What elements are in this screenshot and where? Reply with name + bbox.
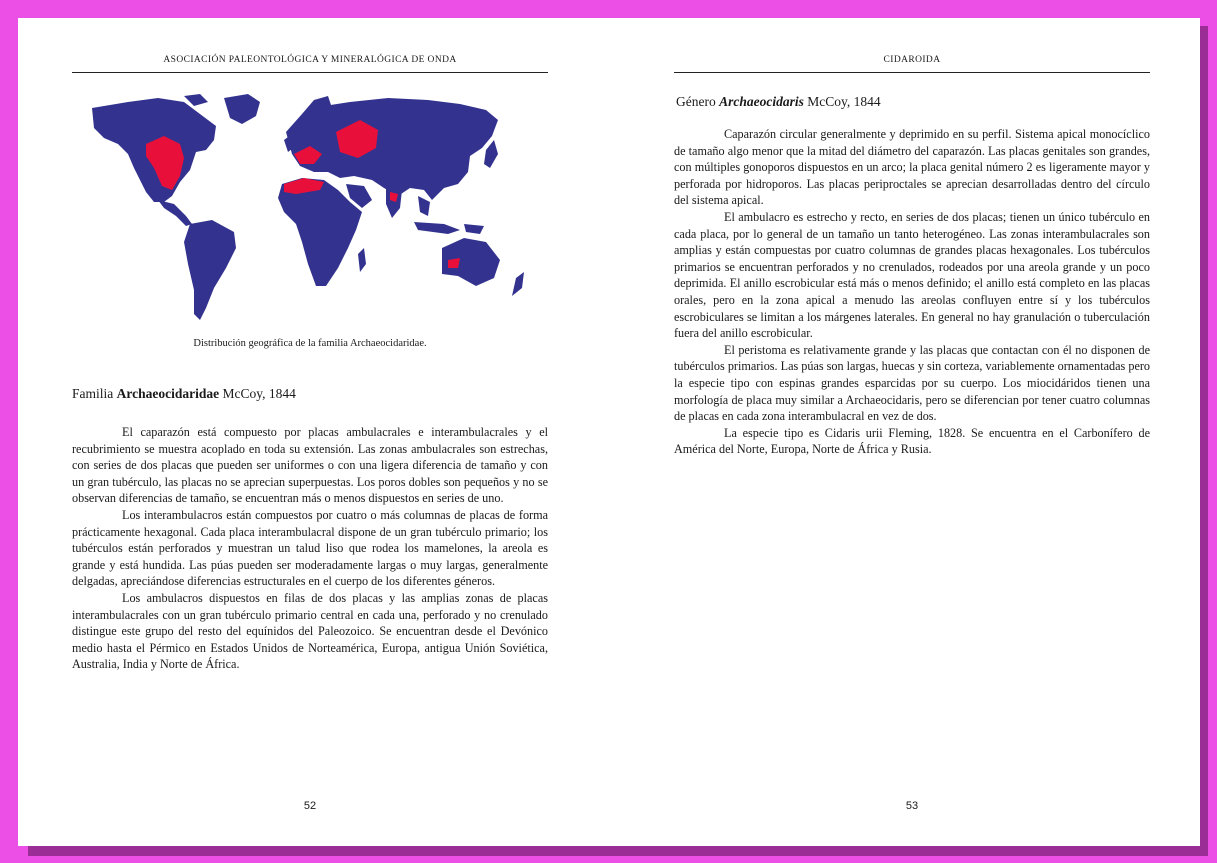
southeast-asia-shape: [418, 196, 430, 216]
heading-author-year: McCoy, 1844: [803, 94, 881, 109]
right-body-text: [674, 126, 1150, 458]
header-rule-left: [72, 72, 548, 73]
family-heading: [72, 386, 296, 402]
paragraph: El peristoma es relativamente grande y las placas que contactan con él no disponen de tubérculos primarios. Las púas son largas, huecas y sin corteza, variablemente ornamentadas pero la especie tipo con espinas grandes esparcidas por su cuerpo. Los miocidáridos tienen una morfología de placa muy similar a Archaeocidaris, pero se diferencian por tener cuatro columnas de placas en cada zona interambulacral en vez de dos.: [674, 342, 1150, 424]
page-number-left: 52: [303, 800, 317, 812]
world-distribution-map: [88, 92, 536, 326]
paragraph: La especie tipo es Cidaris urii Fleming, 1828. Se encuentra en el Carbonífero de América del Norte, Europa, Norte de África y Rusia.: [674, 425, 1150, 457]
page-number-right: 53: [905, 800, 919, 812]
genus-heading: [676, 94, 881, 110]
new-guinea-shape: [464, 224, 484, 234]
paragraph: Caparazón circular generalmente y deprimido en su perfil. Sistema apical monocíclico de tamaño algo menor que la mitad del diámetro del caparazón. Las placas genitales son grandes, con múltiples gonoporos dispuestos en un arco; la placa genital número 2 es ligeramente mayor y perforada por hidroporos. Las placas periproctales se aprecian desarrolladas dentro del círculo del sistema apical.: [674, 127, 1150, 208]
south-america-shape: [184, 220, 236, 320]
paragraph: Los ambulacros dispuestos en filas de dos placas y las amplias zonas de placas interambulacrales con un gran tubérculo primario central en cada una, perforado y no crenulado distingue este grupo del resto del equínidos del Paleozoico. Se encuentran desde el Devónico medio hasta el Pérmico en Estados Unidos de Norteamérica, Europa, antigua Unión Soviética, Australia, India y Norte de África.: [72, 590, 548, 672]
new-zealand-shape: [512, 272, 524, 296]
paragraph: El ambulacro es estrecho y recto, en series de dos placas; tienen un único tubérculo en cada placa, por lo general de un tamaño un tanto heterogéneo. Las zonas interambulacrales son amplias y están compuestas por cuatro columnas de grandes placas hexagonales. Los tubérculos primarios se encuentran perforados y no crenulados, rodeados por una areola grande y un poco deprimida. El anillo escrobicular está más o menos definido; el anillo está completo en las placas orales, pero en la zona apical a menudo las areolas confluyen entre sí y los tubérculos escrobiculares se limitan a los márgenes laterales. En general no hay granulación o tuberculación fuera del anillo escrobicular.: [674, 209, 1150, 341]
japan-shape: [484, 140, 498, 168]
central-america-shape: [158, 200, 192, 226]
heading-prefix: Familia: [72, 386, 117, 401]
figure-caption: Distribución geográfica de la familia Archaeocidaridae.: [193, 338, 427, 349]
heading-prefix: Género: [676, 94, 720, 109]
indonesia-shape: [414, 222, 460, 234]
running-head-right: CIDAROIDA: [883, 55, 941, 65]
right-page: [674, 18, 1150, 846]
heading-author-year: McCoy, 1844: [219, 386, 296, 401]
paragraph: Los interambulacros están compuestos por cuatro o más columnas de placas de forma prácticamente hexagonal. Cada placa interambulacral dispone de un gran tubérculo primario; los tubérculos están perforados y muestran un talud liso que rodea los mamelones, la areola es grande y está hundida. Las púas pueden ser moderadamente largas o muy largas, generalmente delgadas, apreciándose diferencias estructurales en el cuerpo de los diferentes géneros.: [72, 507, 548, 589]
greenland-shape: [224, 94, 260, 124]
left-body-text: [72, 424, 548, 673]
heading-taxon-name: Archaeocidaridae: [116, 386, 220, 401]
arctic-islands-shape: [184, 94, 208, 106]
heading-taxon-name: Archaeocidaris: [719, 94, 804, 109]
header-rule-right: [674, 72, 1150, 73]
running-head-left: ASOCIACIÓN PALEONTOLÓGICA Y MINERALÓGICA DE ONDA: [163, 55, 457, 65]
madagascar-shape: [358, 248, 366, 272]
left-page: [72, 18, 548, 846]
paragraph: El caparazón está compuesto por placas ambulacrales e interambulacrales y el recubrimiento se muestra acoplado en toda su extensión. Las zonas ambulacrales son estrechas, con series de dos placas que pueden ser uniformes o con una ligera diferencia de tamaño y con un gran tubérculo, las placas no se aprecian superpuestas. Los poros dobles son pequeños y no se observan diferencias de tamaño, se encuentran más o menos dispuestos en series de uno.: [72, 425, 548, 506]
book-spread: [18, 18, 1200, 846]
india-shape: [386, 188, 402, 218]
